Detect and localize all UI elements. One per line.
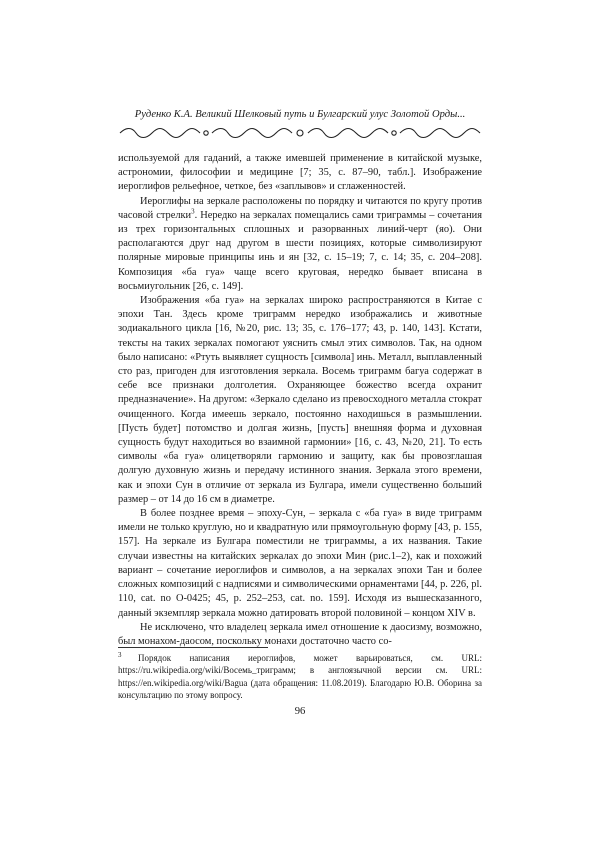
paragraph: Не исключено, что владелец зеркала имел отношение к даосизму, возможно, был монахом-даосом, поскольку монахи достаточно часто со- [118, 621, 482, 647]
paragraph-part: Иероглифы на зеркале расположены по порядку и читаются по кругу против часовой стрелки [118, 195, 482, 221]
footnote-separator [118, 647, 268, 648]
paragraph: используемой для гаданий, а также имевшей применение в китайской музыке, астрономии, философии и медицине [7; 35, с. 87–90, табл.]. Изображение иероглифов рельефное, четкое, без «заплывов» и сглаженностей. [118, 153, 482, 193]
paragraph: В более позднее время – эпоху-Сун, – зеркала с «ба гуа» в виде триграмм имели не только круглую, но и квадратную или прямоугольную форму [43, р. 155, 157]. На зеркале из Булгара поместили не триграммы, а их названия. Такие случаи известны на китайских зеркалах до эпохи Мин (рис.1–2), как и похожий вариант – сочетание иероглифов и символов, а на зеркалах эпохи Тан и более сложных композиций с надписями и символическими орнаментами [44, р. 226, pl. 110, cat. no O-0425; 45, р. 252–253, cat. no. 159]. Исходя из вышесказанного, данный экземпляр зеркала можно датировать второй половиной – концом XIV в. [118, 508, 482, 619]
page-number: 96 [294, 706, 306, 717]
header-title: Великий Шелковый путь и Булгарский улус Золотой Орды... [195, 109, 466, 120]
footnote-reference: 3 [191, 207, 195, 216]
paragraph-part: . Нередко на зеркалах помещались сами триграммы – сочетания из трех горизонтальных сплошных и разорванных линий-черт (яо). Они располагаются друг над другом в шести позициях, которые символизируют полярные мировые принципы инь и ян [32, с. 15–19; 7, с. 14; 35, с. 204–208]. Композиция «ба гуа» чаще всего круговая, нередко бывает вписана в восьмиугольник [26, с. 149]. [118, 209, 482, 292]
decorative-ornament-divider [118, 126, 482, 140]
footnote-text: Порядок написания иероглифов, может варьироваться, см. URL: https://ru.wikipedia.org/wiki/Восемь_триграмм; в англоязычной версии см. URL: https://en.wikipedia.org/wiki/Bagua (дата обращения: 11.08.2019). Благодарю Ю.В. Оборина за консультацию по этому вопросу. [118, 653, 482, 701]
body-text [118, 152, 482, 649]
paragraph: Изображения «ба гуа» на зеркалах широко распространяются в Китае с эпохи Тан. Здесь кроме триграмм нередко изображались и животные зодиакального цикла [16, №20, рис. 13; 35, с. 176–177; 43, р. 140, 143]. Кстати, тексты на таких зеркалах помогают уяснить смыл этих символов. Так, на одном было написано: «Ртуть выявляет сущность [символа] инь. Металл, выплавленный сто раз, пригоден для изготовления зеркала. Восемь триграмм багуа содержат в себе все признаки долголетия. Охраняющее божество всегда охранит предназначение». На другом: «Зеркало сделано из превосходного металла стократ очищенного. Когда имеешь зеркало, постоянно находишься в размышлении. [Пусть будет] потомство и долгая жизнь, [пусть] внешняя форма и духовная сущность будут находиться во взаимной гармонии» [16, с. 43, №20, 21]. То есть символы «ба гуа» олицетворяли гармонию и защиту, как бы провозглашая долгую духовную жизнь и передачу истинного знания. Зеркала этого времени, как и эпохи Сун в отличие от зеркала из Булгара, имели существенно больший размер – от 14 до 16 см в диаметре. [118, 295, 482, 505]
header-author: Руденко К.А. [134, 109, 193, 120]
footnote: 3 Порядок написания иероглифов, может варьироваться, см. URL: https://ru.wikipedia.org/wiki/Восемь_триграмм; в англоязычной версии см. URL: https://en.wikipedia.org/wiki/Bagua (дата обращения: 11.08.2019). Благодарю Ю.В. Оборина за консультацию по этому вопросу. [118, 651, 482, 701]
running-header [118, 109, 482, 120]
paragraph [118, 195, 482, 294]
